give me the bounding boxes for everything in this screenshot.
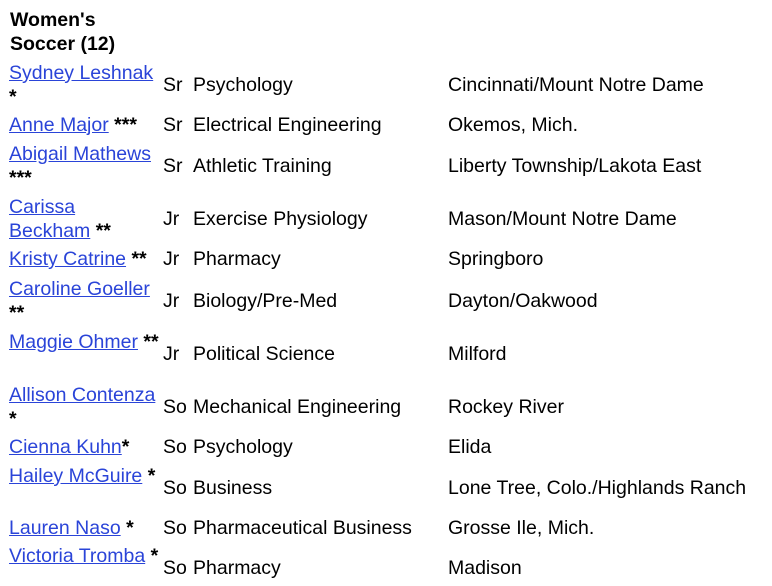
athlete-link[interactable]: Caroline Goeller xyxy=(9,278,150,300)
athlete-name-cell xyxy=(9,60,159,111)
class-year: So xyxy=(163,557,187,579)
table-row xyxy=(0,60,772,110)
hometown: Okemos, Mich. xyxy=(448,114,579,136)
hometown: Liberty Township/Lakota East xyxy=(448,155,702,177)
major: Exercise Physiology xyxy=(193,208,368,230)
major: Psychology xyxy=(193,436,293,458)
honor-stars: *** xyxy=(108,114,137,136)
athlete-name-cell xyxy=(9,382,159,433)
class-year: Jr xyxy=(163,290,180,312)
honor-stars: ** xyxy=(126,248,147,270)
honor-stars: ** xyxy=(9,302,25,324)
major: Political Science xyxy=(193,343,335,365)
class-year: Sr xyxy=(163,74,183,96)
class-year: So xyxy=(163,396,187,418)
honor-stars: ** xyxy=(90,220,111,242)
major: Psychology xyxy=(193,74,293,96)
athlete-link[interactable]: Lauren Naso xyxy=(9,517,121,539)
athlete-link[interactable]: Maggie Ohmer xyxy=(9,331,138,353)
class-year: So xyxy=(163,517,187,539)
honor-stars: * xyxy=(145,545,159,567)
honor-stars: * xyxy=(121,436,130,458)
major: Pharmacy xyxy=(193,557,281,579)
major: Pharmaceutical Business xyxy=(193,517,412,539)
section-heading: Women's Soccer (12) xyxy=(10,9,116,55)
hometown: Mason/Mount Notre Dame xyxy=(448,208,677,230)
class-year: Jr xyxy=(163,208,180,230)
table-row xyxy=(0,515,772,541)
athlete-link[interactable]: Hailey McGuire xyxy=(9,465,143,487)
hometown: Lone Tree, Colo./Highlands Ranch xyxy=(448,477,747,499)
class-year: Jr xyxy=(163,343,180,365)
table-row xyxy=(0,141,772,191)
honor-stars: ** xyxy=(137,331,159,353)
athlete-name-cell xyxy=(9,112,159,139)
hometown: Elida xyxy=(448,436,492,458)
athlete-name-cell xyxy=(9,434,159,461)
honor-stars: * xyxy=(9,408,17,430)
athlete-link[interactable]: Allison Contenza xyxy=(9,384,156,406)
athlete-link[interactable]: Kristy Catrine xyxy=(9,248,127,270)
hometown: Cincinnati/Mount Notre Dame xyxy=(448,74,704,96)
hometown: Rockey River xyxy=(448,396,564,418)
athlete-name-cell xyxy=(9,141,159,192)
hometown: Grosse Ile, Mich. xyxy=(448,517,595,539)
class-year: Sr xyxy=(163,114,183,136)
athlete-link[interactable]: Carissa Beckham xyxy=(9,196,91,242)
athlete-name-cell xyxy=(9,329,159,380)
table-row xyxy=(0,112,772,138)
table-row xyxy=(0,276,772,326)
athlete-link[interactable]: Abigail Mathews xyxy=(9,143,151,165)
athlete-link[interactable]: Cienna Kuhn xyxy=(9,436,122,458)
honor-stars: * xyxy=(120,517,134,539)
honor-stars: * xyxy=(9,86,17,108)
honor-stars: *** xyxy=(9,167,32,189)
honor-stars: * xyxy=(142,465,156,487)
athlete-name-cell xyxy=(9,543,159,586)
athlete-name-cell xyxy=(9,463,159,514)
table-row xyxy=(0,434,772,460)
hometown: Springboro xyxy=(448,248,544,270)
class-year: So xyxy=(163,436,187,458)
athlete-name-cell xyxy=(9,246,159,273)
class-year: Sr xyxy=(163,155,183,177)
table-row xyxy=(0,543,772,586)
athlete-name-cell xyxy=(9,276,159,327)
major: Biology/Pre-Med xyxy=(193,290,338,312)
major: Athletic Training xyxy=(193,155,332,177)
athlete-link[interactable]: Sydney Leshnak xyxy=(9,62,154,84)
athlete-link[interactable]: Victoria Tromba xyxy=(9,545,146,567)
major: Mechanical Engineering xyxy=(193,396,402,418)
hometown: Milford xyxy=(448,343,507,365)
class-year: So xyxy=(163,477,187,499)
table-row xyxy=(0,194,772,244)
class-year: Jr xyxy=(163,248,180,270)
athlete-link[interactable]: Anne Major xyxy=(9,114,109,136)
major: Pharmacy xyxy=(193,248,281,270)
table-row xyxy=(0,329,772,379)
major: Electrical Engineering xyxy=(193,114,382,136)
athlete-name-cell xyxy=(9,194,159,245)
athlete-name-cell xyxy=(9,515,159,542)
table-row xyxy=(0,382,772,432)
hometown: Madison xyxy=(448,557,522,579)
hometown: Dayton/Oakwood xyxy=(448,290,598,312)
table-row xyxy=(0,246,772,272)
major: Business xyxy=(193,477,273,499)
table-row xyxy=(0,463,772,513)
